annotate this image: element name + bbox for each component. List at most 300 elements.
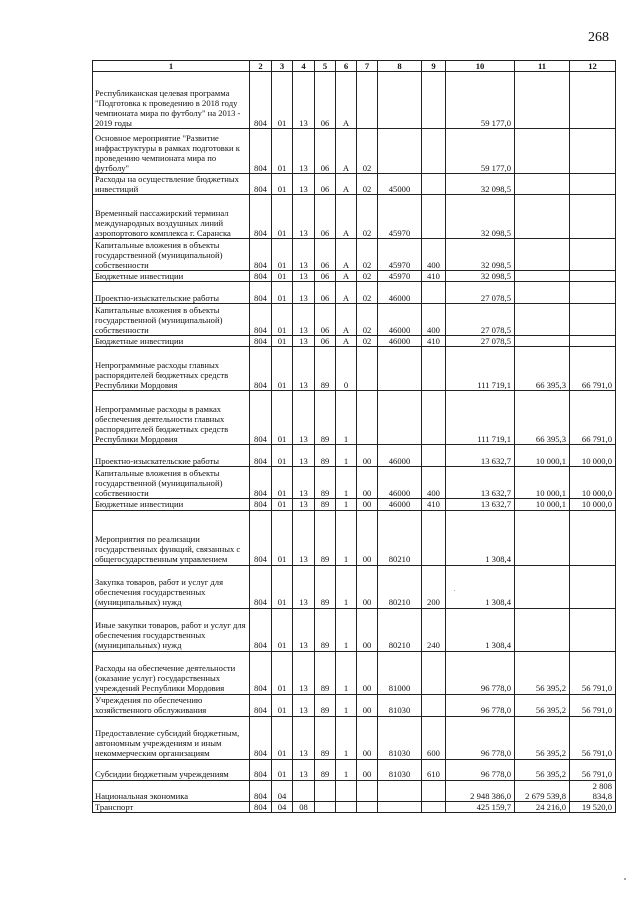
cell-c8: 46000	[378, 445, 422, 467]
cell-c7: 00	[357, 694, 378, 716]
cell-c2: 804	[250, 694, 272, 716]
cell-c8: 46000	[378, 336, 422, 347]
cell-c10: 32 098,5	[446, 271, 515, 282]
cell-c8	[378, 801, 422, 812]
table-row	[93, 694, 616, 716]
cell-c10: 27 078,5	[446, 282, 515, 304]
cell-c5: 89	[315, 608, 336, 651]
cell-c6: 1	[336, 759, 357, 780]
cell-c11: 2 679 539,8	[515, 780, 570, 801]
row-label: Предоставление субсидий бюджетным, автономным учреждениям и иным некоммерческим организациям	[93, 716, 250, 759]
cell-c3: 01	[272, 195, 293, 239]
cell-c10: 13 632,7	[446, 467, 515, 499]
cell-c3: 01	[272, 608, 293, 651]
cell-c5: 06	[315, 239, 336, 271]
cell-c8: 81000	[378, 651, 422, 694]
cell-c11: 66 395,3	[515, 347, 570, 391]
cell-c10: 2 948 386,0	[446, 780, 515, 801]
table-row	[93, 391, 616, 445]
cell-c9	[422, 651, 446, 694]
cell-c6: 1	[336, 608, 357, 651]
cell-c8	[378, 129, 422, 174]
cell-c12	[570, 129, 616, 174]
table-row	[93, 129, 616, 174]
cell-c8	[378, 780, 422, 801]
table-row	[93, 304, 616, 336]
scan-speck	[454, 590, 455, 591]
cell-c2: 804	[250, 304, 272, 336]
cell-c6: А	[336, 282, 357, 304]
cell-c9	[422, 72, 446, 129]
cell-c4: 13	[293, 347, 315, 391]
cell-c12	[570, 195, 616, 239]
cell-c10: 96 778,0	[446, 694, 515, 716]
cell-c8	[378, 347, 422, 391]
cell-c5: 89	[315, 445, 336, 467]
cell-c4: 13	[293, 510, 315, 565]
cell-c4: 13	[293, 129, 315, 174]
cell-c8: 81030	[378, 759, 422, 780]
cell-c2: 804	[250, 195, 272, 239]
column-header-10: 10	[446, 61, 515, 72]
cell-c9: 610	[422, 759, 446, 780]
cell-c9: 410	[422, 499, 446, 510]
cell-c5: 06	[315, 195, 336, 239]
cell-c2: 804	[250, 467, 272, 499]
cell-c2: 804	[250, 174, 272, 195]
cell-c9: 410	[422, 271, 446, 282]
row-label: Бюджетные инвестиции	[93, 336, 250, 347]
table-row	[93, 499, 616, 510]
cell-c9: 600	[422, 716, 446, 759]
table-row	[93, 565, 616, 608]
cell-c4	[293, 780, 315, 801]
cell-c10: 13 632,7	[446, 499, 515, 510]
row-label: Субсидии бюджетным учреждениям	[93, 759, 250, 780]
column-header-11: 11	[515, 61, 570, 72]
cell-c11	[515, 239, 570, 271]
cell-c7: 02	[357, 174, 378, 195]
cell-c7	[357, 780, 378, 801]
cell-c4: 13	[293, 239, 315, 271]
cell-c3: 01	[272, 759, 293, 780]
cell-c10: 32 098,5	[446, 195, 515, 239]
cell-c11	[515, 195, 570, 239]
cell-c12: 56 791,0	[570, 759, 616, 780]
scan-speck	[624, 878, 626, 880]
cell-c4: 13	[293, 445, 315, 467]
row-label: Капитальные вложения в объекты государственной (муниципальной) собственности	[93, 304, 250, 336]
cell-c8: 46000	[378, 282, 422, 304]
budget-table	[92, 60, 616, 813]
cell-c4: 13	[293, 271, 315, 282]
cell-c8: 80210	[378, 565, 422, 608]
cell-c7: 02	[357, 282, 378, 304]
cell-c5: 06	[315, 336, 336, 347]
cell-c10: 425 159,7	[446, 801, 515, 812]
cell-c3: 04	[272, 780, 293, 801]
cell-c3: 01	[272, 694, 293, 716]
cell-c4: 13	[293, 565, 315, 608]
cell-c6: 1	[336, 499, 357, 510]
cell-c5: 06	[315, 271, 336, 282]
cell-c4: 13	[293, 174, 315, 195]
cell-c7: 02	[357, 336, 378, 347]
cell-c11	[515, 282, 570, 304]
cell-c7: 00	[357, 499, 378, 510]
cell-c5: 06	[315, 174, 336, 195]
cell-c10: 27 078,5	[446, 304, 515, 336]
column-header-1: 1	[93, 61, 250, 72]
cell-c5: 06	[315, 72, 336, 129]
column-header-7: 7	[357, 61, 378, 72]
cell-c2: 804	[250, 608, 272, 651]
cell-c8: 45970	[378, 271, 422, 282]
cell-c8: 46000	[378, 304, 422, 336]
row-label: Основное мероприятие "Развитие инфраструктуры в рамках подготовки к проведению чемпионата мира по футболу"	[93, 129, 250, 174]
cell-c8: 45000	[378, 174, 422, 195]
column-header-12: 12	[570, 61, 616, 72]
row-label: Бюджетные инвестиции	[93, 499, 250, 510]
cell-c7: 00	[357, 759, 378, 780]
cell-c12: 19 520,0	[570, 801, 616, 812]
cell-c6: А	[336, 72, 357, 129]
cell-c4: 13	[293, 759, 315, 780]
table-row	[93, 282, 616, 304]
cell-c9: 200	[422, 565, 446, 608]
cell-c11	[515, 129, 570, 174]
cell-c8: 80210	[378, 510, 422, 565]
cell-c7: 02	[357, 271, 378, 282]
cell-c2: 804	[250, 239, 272, 271]
row-label: Расходы на обеспечение деятельности (оказание услуг) государственных учреждений Республики Мордовия	[93, 651, 250, 694]
cell-c11: 10 000,1	[515, 499, 570, 510]
column-header-2: 2	[250, 61, 272, 72]
page-number: 268	[588, 30, 609, 45]
cell-c4: 08	[293, 801, 315, 812]
cell-c5	[315, 801, 336, 812]
cell-c2: 804	[250, 565, 272, 608]
cell-c7: 00	[357, 716, 378, 759]
table-row	[93, 72, 616, 129]
cell-c4: 13	[293, 282, 315, 304]
cell-c2: 804	[250, 72, 272, 129]
cell-c9	[422, 129, 446, 174]
cell-c3: 01	[272, 336, 293, 347]
cell-c12: 56 791,0	[570, 694, 616, 716]
cell-c7	[357, 347, 378, 391]
cell-c4: 13	[293, 195, 315, 239]
cell-c4: 13	[293, 499, 315, 510]
row-label: Транспорт	[93, 801, 250, 812]
cell-c12	[570, 271, 616, 282]
cell-c2: 804	[250, 780, 272, 801]
cell-c7	[357, 391, 378, 445]
cell-c7	[357, 72, 378, 129]
cell-c2: 804	[250, 271, 272, 282]
cell-c9: 400	[422, 467, 446, 499]
cell-c11	[515, 304, 570, 336]
cell-c3: 01	[272, 716, 293, 759]
cell-c9	[422, 195, 446, 239]
cell-c12	[570, 72, 616, 129]
cell-c12	[570, 282, 616, 304]
cell-c12	[570, 239, 616, 271]
cell-c8: 46000	[378, 467, 422, 499]
cell-c5: 89	[315, 694, 336, 716]
table-row	[93, 510, 616, 565]
cell-c6: 1	[336, 716, 357, 759]
cell-c11: 56 395,2	[515, 759, 570, 780]
column-header-3: 3	[272, 61, 293, 72]
cell-c5: 89	[315, 759, 336, 780]
cell-c9	[422, 174, 446, 195]
cell-c9: 240	[422, 608, 446, 651]
cell-c7	[357, 801, 378, 812]
cell-c6: 1	[336, 510, 357, 565]
row-label: Республиканская целевая программа "Подготовка к проведению в 2018 году чемпионата мира по футболу" на 2013 - 2019 годы	[93, 72, 250, 129]
table-row	[93, 336, 616, 347]
row-label: Капитальные вложения в объекты государственной (муниципальной) собственности	[93, 467, 250, 499]
cell-c11: 10 000,1	[515, 445, 570, 467]
cell-c10: 1 308,4	[446, 608, 515, 651]
cell-c12	[570, 336, 616, 347]
cell-c3: 01	[272, 72, 293, 129]
cell-c5: 89	[315, 467, 336, 499]
cell-c2: 804	[250, 801, 272, 812]
cell-c8: 45970	[378, 195, 422, 239]
cell-c6: 1	[336, 651, 357, 694]
cell-c3: 01	[272, 347, 293, 391]
cell-c3: 01	[272, 467, 293, 499]
cell-c11	[515, 336, 570, 347]
column-header-4: 4	[293, 61, 315, 72]
cell-c11	[515, 608, 570, 651]
cell-c6: А	[336, 195, 357, 239]
cell-c9	[422, 510, 446, 565]
row-label: Временный пассажирский терминал международных воздушных линий аэропортового комплекса г. Саранска	[93, 195, 250, 239]
cell-c10: 111 719,1	[446, 391, 515, 445]
table-row	[93, 271, 616, 282]
cell-c3: 01	[272, 304, 293, 336]
cell-c7: 02	[357, 129, 378, 174]
cell-c5: 89	[315, 391, 336, 445]
table-row	[93, 467, 616, 499]
cell-c11	[515, 174, 570, 195]
cell-c12: 10 000,0	[570, 467, 616, 499]
table-row	[93, 801, 616, 812]
cell-c12	[570, 510, 616, 565]
cell-c3: 01	[272, 565, 293, 608]
cell-c4: 13	[293, 72, 315, 129]
cell-c3: 01	[272, 651, 293, 694]
cell-c9	[422, 694, 446, 716]
cell-c2: 804	[250, 499, 272, 510]
cell-c2: 804	[250, 445, 272, 467]
cell-c7: 00	[357, 651, 378, 694]
cell-c6: 1	[336, 391, 357, 445]
cell-c10: 59 177,0	[446, 72, 515, 129]
cell-c5: 89	[315, 499, 336, 510]
table-row	[93, 195, 616, 239]
cell-c8	[378, 72, 422, 129]
cell-c5: 06	[315, 282, 336, 304]
cell-c6	[336, 780, 357, 801]
cell-c2: 804	[250, 391, 272, 445]
column-header-8: 8	[378, 61, 422, 72]
table-row	[93, 716, 616, 759]
table-row	[93, 608, 616, 651]
cell-c9	[422, 445, 446, 467]
cell-c6: 1	[336, 445, 357, 467]
cell-c3: 01	[272, 510, 293, 565]
cell-c4: 13	[293, 694, 315, 716]
cell-c8: 80210	[378, 608, 422, 651]
cell-c10: 111 719,1	[446, 347, 515, 391]
cell-c5: 89	[315, 716, 336, 759]
cell-c11: 10 000,1	[515, 467, 570, 499]
cell-c6: 0	[336, 347, 357, 391]
cell-c5: 06	[315, 129, 336, 174]
row-label: Учреждения по обеспечению хозяйственного обслуживания	[93, 694, 250, 716]
row-label: Бюджетные инвестиции	[93, 271, 250, 282]
cell-c2: 804	[250, 651, 272, 694]
cell-c6: А	[336, 239, 357, 271]
cell-c4: 13	[293, 391, 315, 445]
cell-c6	[336, 801, 357, 812]
cell-c3: 01	[272, 445, 293, 467]
cell-c2: 804	[250, 129, 272, 174]
cell-c5: 89	[315, 510, 336, 565]
cell-c4: 13	[293, 467, 315, 499]
cell-c11	[515, 271, 570, 282]
table-row	[93, 759, 616, 780]
column-header-5: 5	[315, 61, 336, 72]
cell-c3: 01	[272, 499, 293, 510]
cell-c8	[378, 391, 422, 445]
cell-c9	[422, 391, 446, 445]
cell-c7: 00	[357, 565, 378, 608]
table-row	[93, 651, 616, 694]
cell-c10: 1 308,4	[446, 510, 515, 565]
cell-c3: 01	[272, 129, 293, 174]
cell-c12: 56 791,0	[570, 716, 616, 759]
row-label: Проектно-изыскательские работы	[93, 282, 250, 304]
cell-c12: 2 808 834,8	[570, 780, 616, 801]
cell-c6: 1	[336, 694, 357, 716]
cell-c2: 804	[250, 759, 272, 780]
cell-c4: 13	[293, 336, 315, 347]
cell-c3: 01	[272, 174, 293, 195]
cell-c12: 10 000,0	[570, 445, 616, 467]
cell-c11: 24 216,0	[515, 801, 570, 812]
cell-c8: 46000	[378, 499, 422, 510]
cell-c6: А	[336, 129, 357, 174]
cell-c7: 00	[357, 445, 378, 467]
header-row	[93, 61, 616, 72]
cell-c2: 804	[250, 347, 272, 391]
row-label: Национальная экономика	[93, 780, 250, 801]
cell-c6: А	[336, 174, 357, 195]
cell-c6: 1	[336, 467, 357, 499]
cell-c10: 59 177,0	[446, 129, 515, 174]
cell-c8: 45970	[378, 239, 422, 271]
cell-c5	[315, 780, 336, 801]
cell-c4: 13	[293, 608, 315, 651]
cell-c10: 13 632,7	[446, 445, 515, 467]
cell-c10: 32 098,5	[446, 239, 515, 271]
cell-c4: 13	[293, 304, 315, 336]
cell-c3: 01	[272, 391, 293, 445]
cell-c11	[515, 510, 570, 565]
cell-c11: 66 395,3	[515, 391, 570, 445]
cell-c6: 1	[336, 565, 357, 608]
cell-c3: 04	[272, 801, 293, 812]
cell-c12: 66 791,0	[570, 391, 616, 445]
cell-c12	[570, 174, 616, 195]
cell-c11	[515, 72, 570, 129]
cell-c9	[422, 801, 446, 812]
cell-c10: 1 308,4	[446, 565, 515, 608]
cell-c3: 01	[272, 239, 293, 271]
cell-c10: 32 098,5	[446, 174, 515, 195]
cell-c9: 400	[422, 304, 446, 336]
cell-c7: 00	[357, 510, 378, 565]
cell-c5: 89	[315, 651, 336, 694]
cell-c2: 804	[250, 336, 272, 347]
cell-c6: А	[336, 336, 357, 347]
cell-c10: 96 778,0	[446, 651, 515, 694]
table-row	[93, 174, 616, 195]
cell-c6: А	[336, 304, 357, 336]
cell-c12	[570, 565, 616, 608]
cell-c7: 02	[357, 195, 378, 239]
cell-c2: 804	[250, 716, 272, 759]
cell-c7: 00	[357, 467, 378, 499]
cell-c9: 400	[422, 239, 446, 271]
cell-c12	[570, 608, 616, 651]
cell-c10: 96 778,0	[446, 759, 515, 780]
table-row	[93, 239, 616, 271]
cell-c7: 02	[357, 239, 378, 271]
cell-c7: 02	[357, 304, 378, 336]
cell-c9	[422, 780, 446, 801]
table-row	[93, 780, 616, 801]
cell-c9: 410	[422, 336, 446, 347]
cell-c4: 13	[293, 651, 315, 694]
column-header-6: 6	[336, 61, 357, 72]
row-label: Расходы на осуществление бюджетных инвестиций	[93, 174, 250, 195]
row-label: Иные закупки товаров, работ и услуг для обеспечения государственных (муниципальных) нужд	[93, 608, 250, 651]
cell-c4: 13	[293, 716, 315, 759]
cell-c11: 56 395,2	[515, 716, 570, 759]
cell-c7: 00	[357, 608, 378, 651]
cell-c5: 89	[315, 565, 336, 608]
cell-c2: 804	[250, 282, 272, 304]
cell-c3: 01	[272, 271, 293, 282]
cell-c8: 81030	[378, 694, 422, 716]
cell-c9	[422, 282, 446, 304]
cell-c10: 96 778,0	[446, 716, 515, 759]
cell-c10: 27 078,5	[446, 336, 515, 347]
row-label: Закупка товаров, работ и услуг для обеспечения государственных (муниципальных) нужд	[93, 565, 250, 608]
cell-c3: 01	[272, 282, 293, 304]
row-label: Проектно-изыскательские работы	[93, 445, 250, 467]
row-label: Мероприятия по реализации государственных функций, связанных с общегосударственным управлением	[93, 510, 250, 565]
cell-c12: 10 000,0	[570, 499, 616, 510]
cell-c12: 66 791,0	[570, 347, 616, 391]
cell-c5: 06	[315, 304, 336, 336]
